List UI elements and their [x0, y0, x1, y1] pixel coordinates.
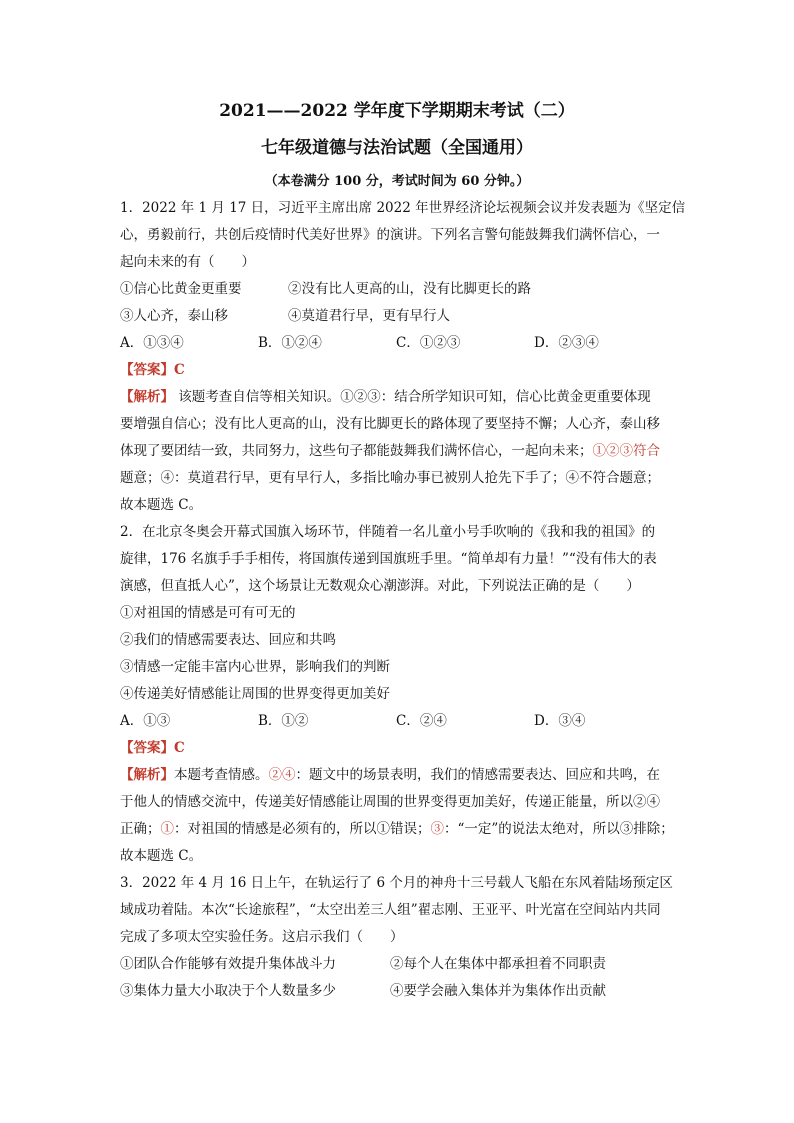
explanation-line: 故本题选 C。: [120, 497, 203, 513]
explanation-line: [120, 816, 675, 843]
explanation-highlight: ①: [160, 821, 174, 837]
explanation-text: ：题文中的场景表明，我们的情感需要表达、回应和共鸣，在: [295, 767, 660, 783]
statement-item: ①对祖国的情感是可有可无的: [120, 605, 296, 621]
statement-item: ②我们的情感需要表达、回应和共鸣: [120, 632, 336, 648]
statement-item: ③情感一定能丰富内心世界，影响我们的判断: [120, 659, 390, 675]
answer-label: 【答案】: [120, 740, 174, 756]
question-stem: 3．2022 年 4 月 16 日上午，在轨运行了 6 个月的神舟十三号载人飞船在东风着陆场预定区: [120, 875, 673, 891]
question-stem: 1．2022 年 1 月 17 日，习近平主席出席 2022 年世界经济论坛视频会议并发表题为《坚定信: [120, 200, 686, 216]
explanation-label: 【解析】: [120, 767, 174, 783]
explanation-line: 于他人的情感交流中，传递美好情感能让周围的世界变得更加美好，传递正能量，所以②④: [120, 794, 660, 810]
explanation-highlight: ②④: [268, 767, 296, 783]
answer-line: [120, 357, 675, 384]
statement-item: ③人心齐，泰山移: [120, 308, 228, 324]
answer-label: 【答案】: [120, 362, 174, 378]
statement-row: [120, 978, 675, 1005]
question-stem: 完成了多项太空实验任务。这启示我们（ ）: [120, 929, 404, 945]
explanation-line: 题意；④：莫道君行早，更有早行人，多指比喻办事已被别人抢先下手了；④不符合题意；: [120, 470, 660, 486]
choice-row: [120, 708, 675, 735]
explanation-line: [120, 384, 675, 411]
exam-subtitle: 七年级道德与法治试题（全国通用）: [261, 138, 533, 158]
statement-item: ②没有比人更高的山，没有比脚更长的路: [288, 281, 531, 297]
explanation-text: ：“一定”的说法太绝对，所以③排除；: [444, 821, 674, 837]
explanation-text: 本题考查情感。: [174, 767, 269, 783]
exam-body: [120, 195, 686, 1005]
choice-d: D．③④: [534, 713, 586, 729]
statement-row: [120, 951, 675, 978]
question-stem: 心，勇毅前行，共创后疫情时代美好世界》的演讲。下列名言警句能鼓舞我们满怀信心，一: [120, 227, 660, 243]
question-1: [120, 195, 686, 519]
explanation-text: 体现了要团结一致，共同努力，这些句子都能鼓舞我们满怀信心，一起向未来；: [120, 443, 593, 459]
explanation-line: [120, 438, 675, 465]
choice-row: [120, 330, 675, 357]
choice-a: A．①③: [120, 713, 171, 729]
statement-item: ②每个人在集体中都承担着不同职责: [390, 956, 606, 972]
explanation-text: 该题考查自信等相关知识。①②③：结合所学知识可知，信心比黄金更重要体现: [174, 389, 651, 405]
explanation-line: 要增强自信心；没有比人更高的山，没有比脚更长的路体现了要坚持不懈；人心齐，泰山移: [120, 416, 660, 432]
choice-c: C．②④: [396, 713, 447, 729]
question-stem: 2．在北京冬奥会开幕式国旗入场环节，伴随着一名儿童小号手吹响的《我和我的祖国》的: [120, 524, 656, 540]
explanation-text: 正确；: [120, 821, 161, 837]
explanation-label: 【解析】: [120, 389, 174, 405]
choice-c: C．①②③: [396, 335, 461, 351]
choice-b: B．①②④: [258, 335, 322, 351]
choice-a: A．①③④: [120, 335, 184, 351]
explanation-line: 故本题选 C。: [120, 848, 203, 864]
question-stem: 域成功着陆。本次“长途旅程”，“太空出差三人组”翟志刚、王亚平、叶光富在空间站内共同: [120, 902, 661, 918]
explanation-highlight: ③: [430, 821, 444, 837]
statement-row: [120, 276, 675, 303]
question-stem: 起向未来的有（ ）: [120, 254, 255, 270]
statement-item: ①团队合作能够有效提升集体战斗力: [120, 956, 336, 972]
explanation-line: [120, 762, 675, 789]
choice-d: D．②③④: [534, 335, 599, 351]
statement-item: ③集体力量大小取决于个人数量多少: [120, 983, 336, 999]
choice-b: B．①②: [258, 713, 309, 729]
question-2: [120, 519, 675, 870]
statement-row: [120, 303, 675, 330]
question-3: [120, 870, 675, 1005]
statement-item: ①信心比黄金更重要: [120, 281, 242, 297]
question-stem: 演感，但直抵人心”，这个场景让无数观众心潮澎湃。对此，下列说法正确的是（ ）: [120, 578, 640, 594]
exam-title: 2021——2022 学年度下学期期末考试（二）: [219, 101, 575, 121]
answer-line: [120, 735, 675, 762]
explanation-text: ：对祖国的情感是必须有的，所以①错误；: [174, 821, 431, 837]
exam-note: （本卷满分 100 分，考试时间为 60 分钟。）: [264, 174, 530, 189]
explanation-highlight: ①②③符合: [592, 443, 660, 459]
statement-item: ④要学会融入集体并为集体作出贡献: [390, 983, 606, 999]
statement-item: ④传递美好情感能让周围的世界变得更加美好: [120, 686, 390, 702]
question-stem: 旋律，176 名旗手手手相传，将国旗传递到国旗班手里。“简单却有力量！”“没有伟大的表: [120, 551, 657, 567]
answer-value: C: [174, 740, 185, 756]
statement-item: ④莫道君行早，更有早行人: [288, 308, 450, 324]
answer-value: C: [174, 362, 185, 378]
